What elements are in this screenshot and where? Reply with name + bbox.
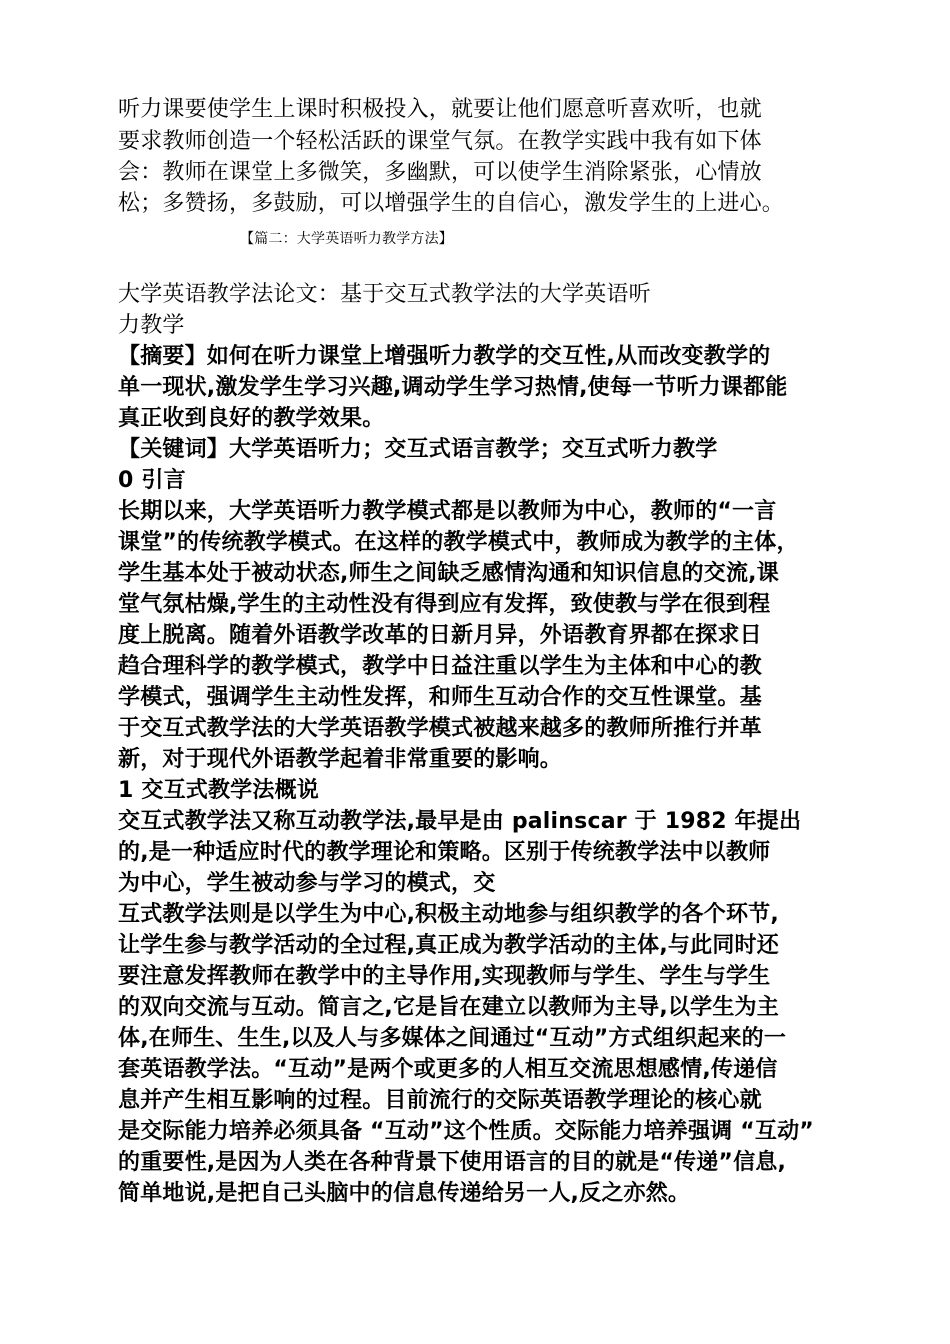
heading-section-1: 1 交互式教学法概说	[118, 778, 319, 803]
intro-section-line-2: 课堂”的传统教学模式。在这样的教学模式中，教师成为教学的主体，	[118, 530, 799, 555]
intro-section-line-3: 学生基本处于被动状态,师生之间缺乏感情沟通和知识信息的交流,课	[118, 561, 779, 586]
intro-line-2: 要求教师创造一个轻松活跃的课堂气氛。在教学实践中我有如下体	[118, 129, 762, 154]
abstract-line-2: 单一现状,激发学生学习兴趣,调动学生学习热情,使每一节听力课都能	[118, 375, 788, 400]
intro-section-line-8: 于交互式教学法的大学英语教学模式被越来越多的教师所推行并革	[118, 716, 762, 741]
section1-line-8: 体,在师生、生生,以及人与多媒体之间通过“互动”方式组织起来的一	[118, 1026, 787, 1051]
intro-line-1: 听力课要使学生上课时积极投入，就要让他们愿意听喜欢听，也就	[118, 97, 762, 122]
section-label: 【篇二：大学英语听力教学方法】	[240, 231, 453, 247]
intro-section-line-4: 堂气氛枯燥,学生的主动性没有得到应有发挥，致使教与学在很到程	[118, 592, 771, 617]
section1-line-11: 是交际能力培养必须具备 “互动”这个性质。交际能力培养强调 “互动”	[118, 1119, 814, 1144]
section1-line-2: 的,是一种适应时代的教学理论和策略。区别于传统教学法中以教师	[118, 840, 771, 865]
intro-section-line-1: 长期以来，大学英语听力教学模式都是以教师为中心，教师的“一言	[118, 499, 777, 524]
section1-line-13: 简单地说,是把自己头脑中的信息传递给另一人,反之亦然。	[118, 1181, 691, 1206]
intro-section-line-6: 趋合理科学的教学模式，教学中日益注重以学生为主体和中心的教	[118, 654, 762, 679]
heading-introduction: 0 引言	[118, 468, 186, 493]
section1-line-1: 交互式教学法又称互动教学法,最早是由 palinscar 于 1982 年提出	[118, 809, 802, 834]
intro-line-4: 松；多赞扬，多鼓励，可以增强学生的自信心，激发学生的上进心。	[118, 191, 785, 216]
title-line-2: 力教学	[118, 313, 185, 338]
intro-line-3: 会：教师在课堂上多微笑，多幽默，可以使学生消除紧张，心情放	[118, 160, 762, 185]
intro-section-line-7: 学模式，强调学生主动性发挥，和师生互动合作的交互性课堂。基	[118, 685, 762, 710]
section1-line-7: 的双向交流与互动。简言之,它是旨在建立以教师为主导,以学生为主	[118, 995, 779, 1020]
abstract-line-1: 【摘要】如何在听力课堂上增强听力教学的交互性,从而改变教学的	[118, 344, 771, 369]
intro-section-line-9: 新，对于现代外语教学起着非常重要的影响。	[118, 747, 563, 772]
section1-line-5: 让学生参与教学活动的全过程,真正成为教学活动的主体,与此同时还	[118, 933, 779, 958]
section1-line-9: 套英语教学法。“互动”是两个或更多的人相互交流思想感情,传递信	[118, 1057, 778, 1082]
section1-line-6: 要注意发挥教师在教学中的主导作用,实现教师与学生、学生与学生	[118, 964, 771, 989]
abstract-line-3: 真正收到良好的教学效果。	[118, 406, 385, 431]
title-line-1: 大学英语教学法论文：基于交互式教学法的大学英语听	[118, 282, 651, 307]
keywords-line: 【关键词】大学英语听力；交互式语言教学；交互式听力教学	[118, 437, 718, 462]
section1-line-10: 息并产生相互影响的过程。目前流行的交际英语教学理论的核心就	[118, 1088, 762, 1113]
section1-line-4: 互式教学法则是以学生为中心,积极主动地参与组织教学的各个环节,	[118, 902, 779, 927]
section1-line-3: 为中心，学生被动参与学习的模式，交	[118, 871, 496, 896]
intro-section-line-5: 度上脱离。随着外语教学改革的日新月异，外语教育界都在探求日	[118, 623, 762, 648]
section1-line-12: 的重要性,是因为人类在各种背景下使用语言的目的就是“传递”信息,	[118, 1150, 787, 1175]
